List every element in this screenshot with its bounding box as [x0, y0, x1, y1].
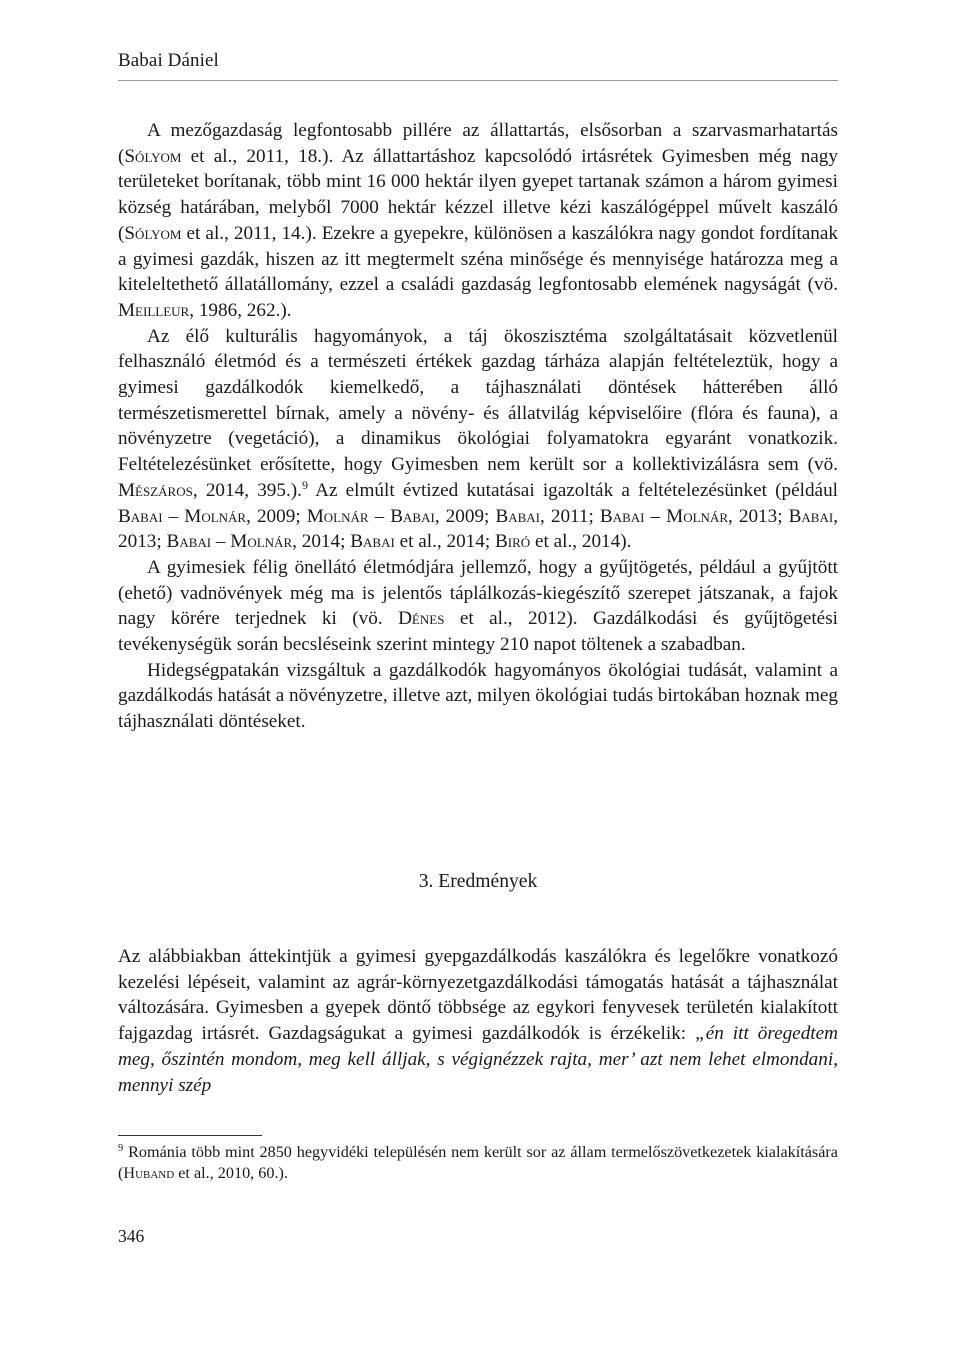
text-run: , 1986, 262.).: [189, 299, 292, 321]
header-rule: [118, 80, 838, 81]
author-name: Meilleur: [118, 299, 190, 321]
text-run: , 2013;: [728, 505, 789, 527]
text-run: , 2009;: [434, 505, 496, 527]
footnote-marker[interactable]: 9: [301, 477, 308, 492]
quote-text: „én itt öregedtem meg, őszintén mondom, meg kell álljak, s végignézzek rajta, mer’ azt nem lehet elmondani, mennyi szép: [118, 1023, 838, 1096]
footnote: [118, 1142, 838, 1184]
author-name: Sólyom: [124, 145, 182, 167]
paragraph-1: [118, 118, 838, 324]
author-name: Biró: [495, 531, 531, 553]
author-name: Babai – Molnár: [118, 505, 247, 527]
text-run: Az élő kulturális hagyományok, a táj ökoszisztéma szolgáltatásait közvetlenül felhasználó életmód és a természeti értékek gazdag tárháza alapján feltételeztük, hogy a gyimesi gazdálkodók kiemelkedő, a tájhasználati döntések hátterében álló természetismerettel bírnak, amely a növény- és állatvilág képviselőire (flóra és fauna), a növényzetre (vegetáció), a dinamikus ökológiai folyamatokra egyaránt vonatkozik. Feltételezésünket erősítette, hogy Gyimesben nem került sor a kollektivizálásra sem (vö.: [118, 325, 838, 476]
author-name: Dénes: [398, 608, 445, 630]
author-name: Babai: [495, 505, 541, 527]
author-name: Huband: [123, 1164, 175, 1182]
footnote-rule: [118, 1135, 262, 1136]
paragraph-results: [118, 944, 838, 1098]
text-run: et al., 2014).: [530, 531, 632, 553]
page-number: 346: [118, 1226, 145, 1246]
text-run: , 2009;: [246, 505, 307, 527]
paragraph-2: [118, 324, 838, 555]
footnote-number: 9: [118, 1143, 124, 1154]
author-name: Babai: [350, 531, 395, 553]
text-run: Az alábbiakban áttekintjük a gyimesi gyepgazdálkodás kaszálókra és legelőkre vonatkozó kezelési lépéseit, valamint az agrár-környezetgazdálkodási támogatás hatását a tájhasználat változására. Gyimesben a gyepek döntő többsége az egykori fenyvesek területén kialakított fajgazdag irtásrét. Gazdagságukat a gyimesi gazdálkodók is érzékelik:: [118, 946, 838, 1045]
text-run: Az elmúlt évtized kutatásai igazolták a feltételezésünket (például: [307, 479, 839, 501]
paragraph-4: [118, 658, 838, 735]
text-run: et al., 2011, 18.). Az állattartáshoz kapcsolódó irtásrétek Gyimesben még nagy területeket borítanak, több mint 16 000 hektár ilyen gyepet tartanak számon a három gyimesi község határában, melyből 7000 hektár kézzel illetve kézi kaszálógéppel művelt kaszáló (: [118, 145, 838, 244]
body-text: [118, 118, 838, 735]
text-run: et al., 2012). Gazdálkodási és gyűjtögetési tevékenységük során becsléseink szerint mintegy 210 napot töltenek a szabadban.: [118, 608, 838, 656]
running-head: Babai Dániel: [118, 50, 219, 71]
text-run: , 2011;: [540, 505, 600, 527]
author-name: Mészáros: [118, 479, 193, 501]
text-run: et al., 2010, 60.).: [174, 1164, 288, 1182]
results-text: [118, 944, 838, 1098]
text-run: et al., 2011, 14.). Ezekre a gyepekre, különösen a kaszálókra nagy gondot fordítanak a gyimesi gazdák, hiszen az itt megtermelt széna minősége és mennyisége határozza meg a kiteleltethető állatállomány, ezzel a családi gazdaság legfontosabb elemének nagyságát (vö.: [118, 222, 838, 296]
author-name: Sólyom: [124, 222, 182, 244]
author-name: Babai: [788, 505, 834, 527]
paragraph-3: [118, 555, 838, 658]
text-run: , 2013;: [118, 505, 838, 553]
section-heading: 3. Eredmények: [418, 871, 538, 892]
text-run: A mezőgazdaság legfontosabb pillére az állattartás, elsősorban a szarvasmarhatartás (: [118, 120, 838, 167]
text-run: , 2014, 395.).: [192, 479, 302, 501]
text-run: Románia több mint 2850 hegyvidéki településén nem került sor az állam termelőszövetkezetek kialakítására (: [118, 1143, 838, 1182]
author-name: Babai – Molnár: [599, 505, 729, 527]
author-name: Molnár – Babai: [306, 505, 435, 527]
text-run: A gyimesiek félig önellátó életmódjára jellemző, hogy a gyűjtögetés, például a gyűjtött (ehető) vadnövények még ma is jelentős táplálkozás-kiegészítő szerepet játszanak, a fajok nagy körére terjednek ki (vö.: [118, 556, 838, 630]
text-run: , 2014;: [292, 531, 351, 553]
text-run: et al., 2014;: [394, 531, 495, 553]
text-run: Hidegségpatakán vizsgáltuk a gazdálkodók hagyományos ökológiai tudását, valamint a gazdálkodás hatását a növényzetre, illetve azt, milyen ökológiai tudás birtokában hoznak meg tájhasználati döntéseket.: [118, 659, 838, 733]
author-name: Babai – Molnár: [166, 531, 293, 553]
